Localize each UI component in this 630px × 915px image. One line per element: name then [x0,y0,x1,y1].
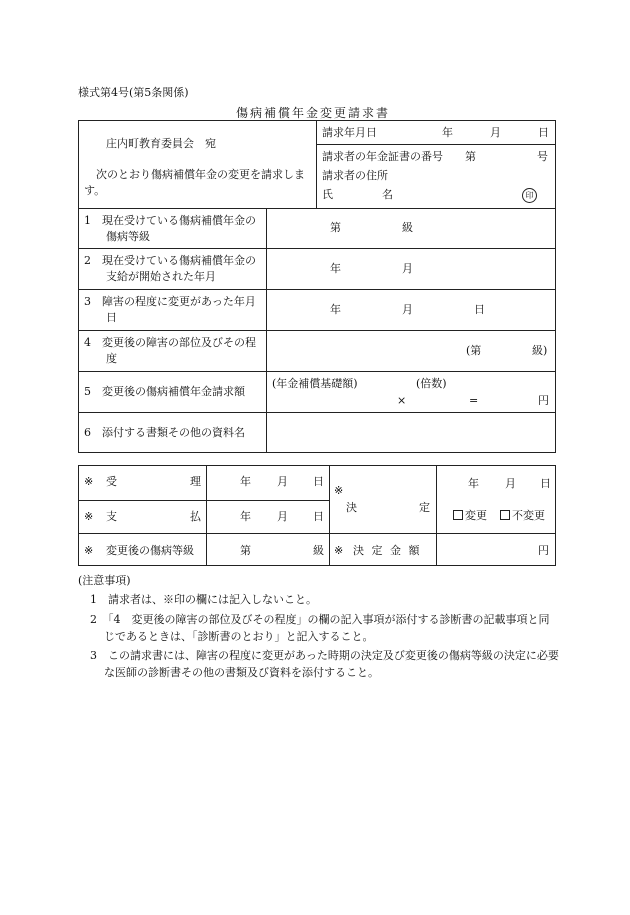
item-3-label: 3 障害の程度に変更があった年月日 [84,295,256,324]
request-sentence: 次のとおり傷病補償年金の変更を請求します。 [84,168,305,197]
item-3-month-field[interactable]: 月 [402,303,413,316]
address-field[interactable]: 請求者の住所 [322,169,388,182]
decision-year: 年 [468,477,479,490]
item-1-grade-prefix: 第 [330,221,341,234]
item-4-grade-field[interactable]: 級) [532,344,548,357]
item-6-label: 6 添付する書類その他の資料名 [84,426,245,439]
changed-checkbox-box [453,510,463,520]
item-6-documents-field[interactable] [268,414,554,451]
date-year-field[interactable]: 年 [442,126,453,139]
payment-day: 日 [313,510,324,523]
amount-yen: 円 [538,544,549,557]
decision-month: 月 [505,477,516,490]
date-day-field[interactable]: 日 [538,126,549,139]
amount-label: 決 定 金 額 [353,544,422,557]
receipt-mark: ※ [84,475,94,488]
note-2: 2 「4 変更後の障害の部位及びその程度」の欄の記入事項が添付する診断書の記載事項と同じであるときは、「診断書のとおり」と記入すること。 [90,613,550,643]
grade-mark: ※ [84,544,94,557]
date-label: 請求年月日 [322,126,377,139]
payment-label: 支 払 [106,510,201,523]
certificate-prefix: 第 [465,150,476,163]
item-2-label: 2 現在受けている傷病補償年金の支給が開始された年月 [84,254,256,283]
unchanged-checkbox[interactable]: 不変更 [500,510,545,521]
decision-day: 日 [540,477,551,490]
item-5-base-label: (年金補償基礎額) [272,377,358,390]
item-1-label: 1 現在受けている傷病補償年金の傷病等級 [84,214,256,243]
decision-mark: ※ [334,484,344,497]
form-title: 傷病補償年金変更請求書 [236,106,391,120]
item-5-multiplier-label: (倍数) [416,377,447,390]
grade-suffix: 級 [313,544,324,557]
receipt-year: 年 [240,475,251,488]
payment-mark: ※ [84,510,94,523]
header-divider [316,120,317,208]
payment-year: 年 [240,510,251,523]
name-label-1: 氏 [322,188,333,201]
decision-label: 決 定 [346,501,430,514]
notes-heading: (注意事項) [78,574,131,587]
item-2-year-field[interactable]: 年 [330,262,341,275]
date-month-field[interactable]: 月 [490,126,501,139]
item-5-amount-field[interactable]: 円 [538,394,549,407]
name-field[interactable]: 名 [382,188,393,201]
item-4-label: 4 変更後の障害の部位及びその程度 [84,336,256,365]
form-number: 様式第4号(第5条関係) [78,86,189,99]
receipt-day: 日 [313,475,324,488]
item-5-times-sign: × [397,394,407,407]
seal-icon: 印 [522,188,537,203]
note-3: 3 この請求書には、障害の程度に変更があった時期の決定及び変更後の傷病等級の決定に必要な医師の診断書その他の書類及び資料を添付すること。 [90,649,559,679]
item-3-year-field[interactable]: 年 [330,303,341,316]
payment-month: 月 [277,510,288,523]
item-2-month-field[interactable]: 月 [402,262,413,275]
addressee: 庄内町教育委員会 宛 [106,137,216,150]
item-5-label: 5 変更後の傷病補償年金請求額 [84,385,245,398]
certificate-number-field[interactable]: 号 [537,150,548,163]
item-5-equals-sign: = [469,394,479,407]
note-1: 1 請求者は、※印の欄には記入しないこと。 [90,593,317,606]
receipt-month: 月 [277,475,288,488]
unchanged-checkbox-box [500,510,510,520]
changed-checkbox[interactable]: 変更 [453,510,487,521]
certificate-label: 請求者の年金証書の番号 [322,150,443,163]
grade-label: 変更後の傷病等級 [106,544,194,557]
grade-prefix: 第 [240,544,251,557]
item-4-grade-open: (第 [466,344,482,357]
receipt-label: 受 理 [106,475,201,488]
amount-mark: ※ [334,544,344,557]
item-3-day-field[interactable]: 日 [474,303,485,316]
item-1-grade-field[interactable]: 級 [402,221,413,234]
